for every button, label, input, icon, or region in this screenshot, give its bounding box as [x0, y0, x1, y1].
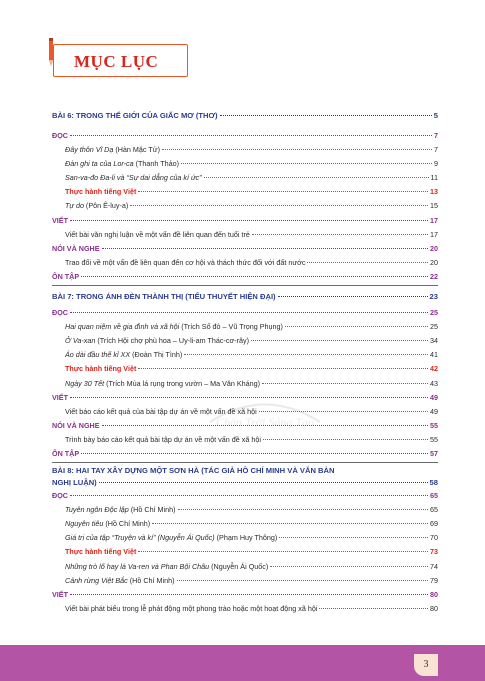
toc-work-author: (Thanh Thảo): [133, 159, 180, 169]
toc-entry-title: [65, 531, 277, 545]
toc-entry-title: [65, 574, 175, 588]
toc-entry-title: NÓI VÀ NGHE: [52, 420, 100, 430]
toc-entry-page: 25: [430, 308, 438, 318]
toc-entry-title: ÔN TẬP: [52, 448, 80, 458]
toc-leader: [204, 177, 429, 178]
toc-work-title: Nguyên tiêu: [65, 519, 104, 529]
toc-entry-page: 69: [430, 519, 438, 529]
toc-work-author: (Trích Số đỏ – Vũ Trọng Phụng): [179, 322, 283, 332]
toc-leader: [278, 296, 428, 297]
toc-entry-title: Thực hành tiếng Việt: [65, 364, 137, 374]
toc-work-author: (Nguyễn Ái Quốc): [209, 561, 269, 571]
toc-work-author: (Trích Hội chợ phù hoa – Uy-li-am Thác-cơ-rây): [95, 336, 249, 346]
toc-practice-entry[interactable]: [52, 545, 438, 559]
toc-entry-title: [65, 143, 160, 157]
toc-section-entry[interactable]: [52, 419, 438, 433]
toc-divider: [52, 285, 438, 286]
toc-leader: [181, 163, 432, 164]
toc-entry-title-continued: NGHỊ LUẬN): [52, 478, 97, 488]
toc-entry-page: 57: [430, 448, 438, 458]
toc-leader: [102, 248, 428, 249]
toc-leader: [70, 397, 428, 398]
toc-entry-page: 34: [430, 336, 438, 346]
toc-leader: [220, 115, 432, 116]
toc-leader: [270, 566, 428, 567]
toc-entry-page: 65: [430, 491, 438, 501]
toc-reading-entry[interactable]: [52, 334, 438, 348]
toc-leader: [152, 523, 428, 524]
toc-entry-title: BÀI 6: TRONG THẾ GIỚI CỦA GIẤC MƠ (THƠ): [52, 111, 218, 120]
toc-work-title: Ngày 30 Tết: [65, 378, 105, 388]
toc-entry-page: 13: [430, 187, 438, 197]
toc-leader: [138, 191, 428, 192]
toc-work-title: Ở Va-xan: [65, 336, 96, 346]
toc-leader: [279, 537, 428, 538]
toc-work-title: Đàn ghi ta của Lor-ca: [65, 159, 134, 169]
toc-entry-title: [65, 348, 182, 362]
toc-work-title: San-va-đo Đa-li và “Sự dai dẳng của kí ức”: [65, 173, 202, 183]
toc-leader: [81, 453, 428, 454]
footer-band: [0, 645, 485, 681]
toc-section-entry[interactable]: [52, 129, 438, 143]
toc-leader: [285, 326, 428, 327]
toc-reading-entry[interactable]: [52, 157, 438, 171]
toc-work-author: (Hồ Chí Minh): [103, 519, 151, 529]
toc-task-entry[interactable]: [52, 602, 438, 616]
toc-entry-page: 17: [430, 215, 438, 225]
toc-section-entry[interactable]: [52, 447, 438, 461]
toc-leader: [184, 354, 428, 355]
toc-reading-entry[interactable]: [52, 503, 438, 517]
toc-entry-page: 23: [429, 292, 438, 302]
toc-work-title: Tuyên ngôn Độc lập: [65, 505, 129, 515]
toc-entry-title: Thực hành tiếng Việt: [65, 547, 137, 557]
toc-entry-page: 65: [430, 505, 438, 515]
toc-entry-title: Viết báo cáo kết quả của bài tập dự án về một vấn đề xã hội: [65, 406, 257, 416]
toc-reading-entry[interactable]: [52, 377, 438, 391]
toc-leader: [162, 149, 432, 150]
toc-leader: [138, 368, 428, 369]
toc-work-author: (Hồ Chí Minh): [128, 505, 176, 515]
toc-task-entry[interactable]: [52, 228, 438, 242]
toc-work-title: Áo dài đầu thế kỉ XX: [65, 350, 131, 360]
toc-leader: [178, 509, 428, 510]
toc-task-entry[interactable]: [52, 256, 438, 270]
toc-leader: [259, 411, 428, 412]
toc-entry-title: ĐỌC: [52, 131, 68, 140]
page-title: MỤC LỤC: [74, 52, 159, 71]
toc-entry-page: 42: [430, 364, 438, 374]
toc-entry-title: VIẾT: [52, 589, 68, 599]
toc-entry-page: 49: [430, 392, 438, 402]
toc-entry-page: 15: [430, 201, 438, 211]
toc-leader: [70, 312, 428, 313]
toc-section-entry[interactable]: [52, 489, 438, 503]
toc-entry-page: 7: [434, 145, 438, 155]
toc-task-entry[interactable]: [52, 433, 438, 447]
toc-entry-line: [52, 477, 438, 489]
toc-entry-title: [65, 377, 260, 391]
toc-entry-page: 79: [430, 575, 438, 585]
toc-work-author: (Hồ Chí Minh): [127, 575, 175, 585]
toc-entry-title: [65, 517, 150, 531]
toc-entry-page: 9: [434, 159, 438, 169]
toc-entry-page: 55: [430, 434, 438, 444]
toc-leader: [177, 580, 429, 581]
toc-leader: [70, 220, 428, 221]
toc-reading-entry[interactable]: [52, 574, 438, 588]
toc-entry-title: VIẾT: [52, 215, 68, 225]
toc-lesson-entry[interactable]: [52, 288, 438, 306]
toc-entry-page: 17: [430, 229, 438, 239]
toc-entry-page: 22: [430, 271, 438, 281]
toc-work-author: (Đoàn Thị Tình): [130, 350, 183, 360]
toc-leader: [70, 594, 428, 595]
toc-entry-title: BÀI 7: TRONG ÁNH ĐÈN THÀNH THỊ (TIỂU THUYẾT HIỆN ĐẠI): [52, 292, 276, 302]
toc-lesson-entry[interactable]: [52, 107, 438, 125]
toc-work-title: Những trò lố hay là Va-ren và Phan Bội Châu: [65, 561, 210, 571]
toc-entry-title: VIẾT: [52, 392, 68, 402]
toc-entry-page: 58: [429, 478, 438, 488]
toc-entry-title: ĐỌC: [52, 491, 68, 501]
toc-leader: [251, 340, 428, 341]
toc-leader: [99, 482, 428, 483]
toc-entry-title: [65, 157, 179, 171]
toc-entry-page: 20: [430, 257, 438, 267]
toc-leader: [138, 551, 428, 552]
toc-work-title: Đây thôn Vĩ Dạ: [65, 145, 114, 155]
toc-task-entry[interactable]: [52, 405, 438, 419]
toc-entry-page: 43: [430, 378, 438, 388]
toc-entry-title: Trình bày báo cáo kết quả bài tập dự án về một vấn đề xã hội: [65, 434, 261, 444]
toc-entry-page: 73: [430, 547, 438, 557]
toc-reading-entry[interactable]: [52, 348, 438, 362]
toc-reading-entry[interactable]: [52, 517, 438, 531]
toc-entry-page: 80: [430, 603, 438, 613]
toc-entry-page: 74: [430, 561, 438, 571]
toc-reading-entry[interactable]: [52, 531, 438, 545]
toc-section-entry[interactable]: [52, 270, 438, 284]
toc-work-title: Tự do: [65, 201, 84, 211]
toc-work-title: Giá trị của tập “Truyện và kí” (Nguyễn Ái Quốc): [65, 533, 215, 543]
toc-leader: [70, 135, 432, 136]
toc-section-entry[interactable]: [52, 306, 438, 320]
toc-entry-title: [65, 560, 268, 574]
toc-divider: [52, 462, 438, 463]
toc-leader: [307, 262, 428, 263]
toc-leader: [102, 425, 428, 426]
toc-entry-title: ÔN TẬP: [52, 271, 80, 281]
toc-entry-title: [65, 503, 176, 517]
toc-reading-entry[interactable]: [52, 171, 438, 185]
toc-entry-title: BÀI 8: HAI TAY XÂY DỰNG MỘT SƠN HÀ (TÁC GIẢ HỒ CHÍ MINH VÀ VĂN BẢN: [52, 466, 335, 476]
toc-entry-title: ĐỌC: [52, 308, 68, 318]
toc-entry-page: 20: [430, 243, 438, 253]
toc-entry-page: 70: [430, 533, 438, 543]
toc-work-author: (Phạm Huy Thông): [214, 533, 278, 543]
toc-entry-title: [65, 320, 283, 334]
toc-entry-title: [65, 171, 202, 185]
toc-entry-page: 80: [430, 589, 438, 599]
toc-work-author: (Trích Mùa lá rụng trong vườn – Ma Văn Kháng): [104, 378, 261, 388]
page-number: 3: [423, 659, 429, 670]
table-of-contents: [52, 107, 438, 616]
toc-section-entry[interactable]: [52, 242, 438, 256]
toc-leader: [252, 234, 428, 235]
toc-reading-entry[interactable]: [52, 320, 438, 334]
toc-entry-title: Viết bài văn nghị luận về một vấn đề liên quan đến tuổi trẻ: [65, 229, 250, 239]
toc-entry-title: [65, 334, 249, 348]
toc-practice-entry[interactable]: [52, 185, 438, 199]
toc-entry-title: NÓI VÀ NGHE: [52, 243, 100, 253]
toc-entry-page: 49: [430, 406, 438, 416]
toc-entry-title: Trao đổi về một vấn đề liên quan đến cơ hội và thách thức đối với đất nước: [65, 257, 306, 267]
toc-section-entry[interactable]: [52, 588, 438, 602]
toc-entry-page: 11: [430, 173, 438, 183]
toc-reading-entry[interactable]: [52, 143, 438, 157]
toc-reading-entry[interactable]: [52, 560, 438, 574]
toc-reading-entry[interactable]: [52, 199, 438, 213]
toc-work-author: (Pôn Ê-luy-a): [83, 201, 129, 211]
toc-leader: [319, 608, 428, 609]
toc-entry-page: 55: [430, 420, 438, 430]
toc-section-entry[interactable]: [52, 214, 438, 228]
watermark-text: Chân Trời Sáng Tạo: [215, 415, 315, 429]
toc-entry-title: Thực hành tiếng Việt: [65, 187, 137, 197]
toc-work-author: (Hàn Mặc Tử): [113, 145, 160, 155]
toc-entry-title: [65, 199, 128, 213]
toc-leader: [70, 495, 428, 496]
toc-entry-page: 41: [430, 350, 438, 360]
toc-leader: [130, 205, 428, 206]
toc-practice-entry[interactable]: [52, 362, 438, 376]
toc-leader: [263, 439, 428, 440]
toc-entry-page: 25: [430, 322, 438, 332]
toc-work-title: Cảnh rừng Việt Bắc: [65, 575, 128, 585]
toc-entry-page: 5: [433, 111, 438, 120]
toc-entry-title: Viết bài phát biểu trong lễ phát động một phong trào hoặc một hoạt động xã hội: [65, 603, 318, 613]
toc-lesson-entry[interactable]: [52, 465, 438, 489]
toc-leader: [81, 276, 428, 277]
toc-work-title: Hai quan niệm về gia đình và xã hội: [65, 322, 180, 332]
toc-leader: [262, 383, 428, 384]
toc-entry-page: 7: [434, 131, 438, 140]
toc-section-entry[interactable]: [52, 391, 438, 405]
